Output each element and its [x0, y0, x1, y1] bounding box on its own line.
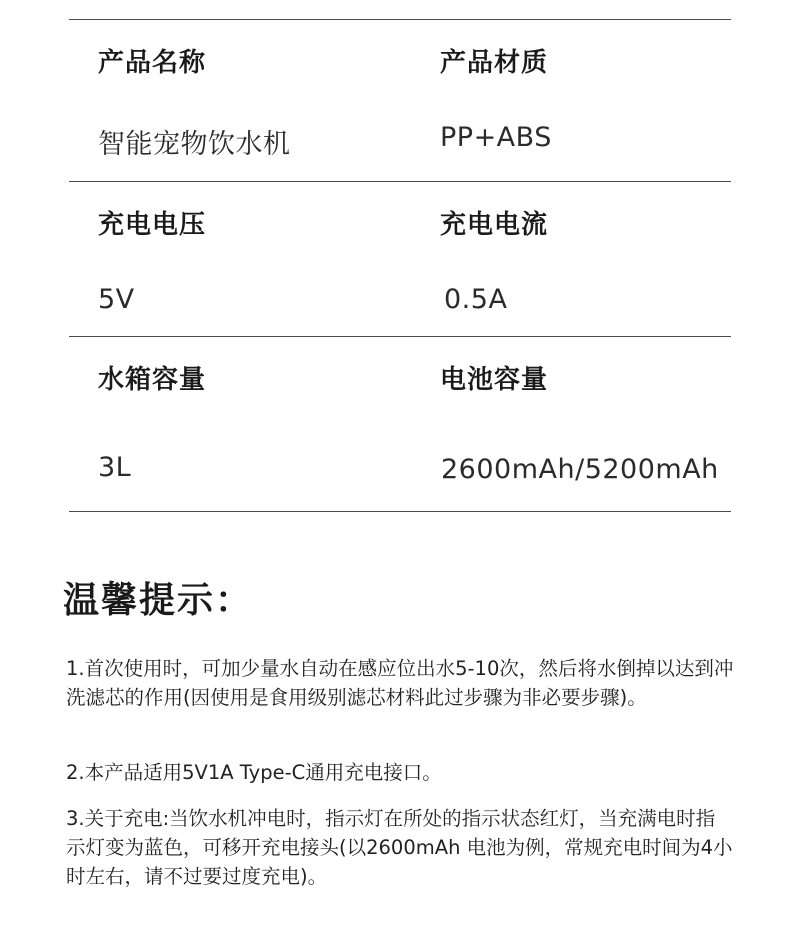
spec-label-tank-capacity: 水箱容量 — [98, 365, 207, 395]
spec-value-product-name: 智能宠物饮水机 — [98, 129, 291, 160]
spec-label-charge-current: 充电电流 — [440, 210, 549, 240]
spec-label-material: 产品材质 — [440, 48, 549, 78]
table-row-divider — [69, 336, 731, 337]
table-top-divider — [69, 19, 731, 20]
table-bottom-divider — [69, 511, 731, 512]
spec-value-tank-capacity: 3L — [98, 452, 132, 483]
spec-label-battery-capacity: 电池容量 — [440, 365, 549, 395]
spec-value-material: PP+ABS — [440, 122, 552, 153]
tip-item: 2.本产品适用5V1A Type-C通用充电接口。 — [66, 761, 442, 784]
tip-item: 1.首次使用时，可加少量水自动在感应位出水5-10次，然后将水倒掉以达到冲洗滤芯的作用(因使用是食用级别滤芯材料此过步骤为非必要步骤)。 — [66, 657, 734, 709]
tip-item: 3.关于充电:当饮水机冲电时，指示灯在所处的指示状态红灯，当充满电时指示灯变为蓝色，可移开充电接头(以2600mAh 电池为例，常规充电时间为4小时左右，请不过要过度充电)。 — [66, 807, 733, 888]
spec-value-charge-voltage: 5V — [98, 284, 135, 315]
spec-label-product-name: 产品名称 — [98, 48, 207, 78]
tips-title: 温馨提示： — [63, 580, 254, 621]
spec-value-charge-current: 0.5A — [444, 284, 508, 315]
table-row-divider — [69, 181, 731, 182]
spec-label-charge-voltage: 充电电压 — [98, 210, 207, 240]
spec-value-battery-capacity: 2600mAh/5200mAh — [441, 454, 719, 485]
